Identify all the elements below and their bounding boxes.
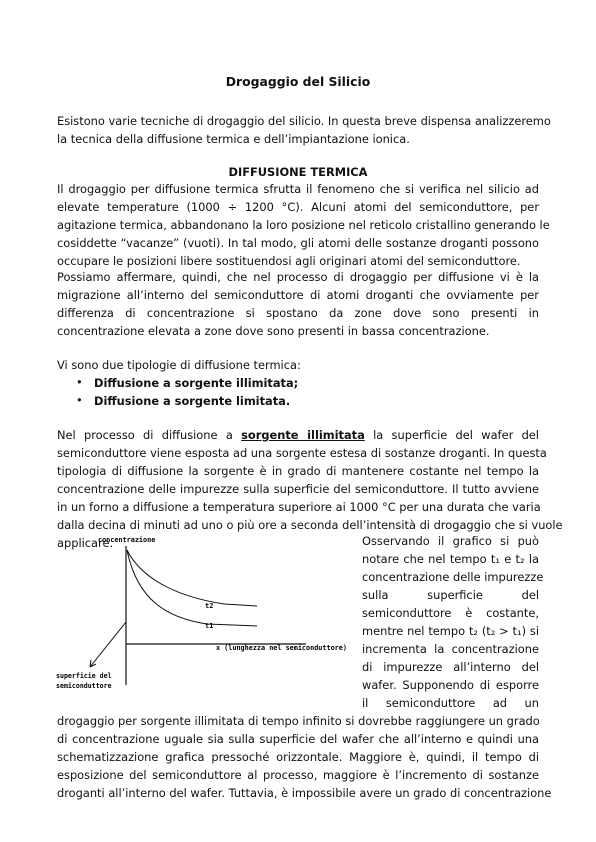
paragraph-line: esposizione del semiconduttore al processo, maggiore è l’incremento di sostanze (57, 768, 539, 782)
list-item: Diffusione a sorgente limitata. (94, 394, 291, 408)
intro-line: la tecnica della diffusione termica e dell’impiantazione ionica. (57, 132, 410, 146)
side-text-line: il semiconduttore ad un (362, 696, 539, 710)
paragraph-line: applicare. (57, 536, 114, 550)
surface-label: superficie del (56, 672, 112, 680)
paragraph-line: semiconduttore viene esposta ad una sorgente estesa di sostanze droganti. In questa (57, 446, 547, 460)
surface-label: semiconduttore (56, 682, 112, 690)
paragraph-line: in un forno a diffusione a temperatura superiore ai 1000 °C per una durata che varia (57, 500, 541, 514)
paragraph-line (57, 426, 539, 444)
side-text-line: notare che nel tempo t₁ e t₂ la (362, 552, 539, 566)
side-text-line: semiconduttore è costante, (362, 606, 539, 620)
concentration-figure (52, 530, 352, 700)
bullet-icon: • (76, 375, 83, 389)
y-axis-label: concentrazione (98, 536, 156, 544)
side-text-line: wafer. Supponendo di esporre (362, 678, 539, 692)
list-item: Diffusione a sorgente illimitata; (94, 376, 299, 390)
paragraph-line: schematizzazione grafica pressoché orizzontale. Maggiore è, quindi, il tempo di (57, 750, 539, 764)
page-title: Drogaggio del Silicio (225, 74, 371, 89)
paragraph-line: drogaggio per sorgente illimitata di tempo infinito si dovrebbe raggiungere un grado (57, 714, 540, 728)
paragraph-line: differenza di concentrazione si spostano da zone dove sono presenti in (57, 306, 539, 320)
paragraph-line: droganti all’interno del wafer. Tuttavia, è impossibile avere un grado di concentrazione (57, 786, 552, 800)
side-text-line: sulla superficie del (362, 588, 539, 602)
paragraph-line: tipologia di diffusione la sorgente è in grado di mantenere costante nel tempo la (57, 464, 539, 478)
paragraph-line: Possiamo affermare, quindi, che nel processo di drogaggio per diffusione vi è la (57, 270, 539, 284)
curve-label-t2: t2 (205, 602, 214, 610)
section-heading: DIFFUSIONE TERMICA (228, 165, 368, 179)
underlined-term: sorgente illimitata (241, 428, 365, 442)
curve-t1 (127, 550, 257, 626)
paragraph-line: concentrazione delle impurezze sulla superficie del semiconduttore. Il tutto avviene (57, 482, 539, 496)
side-text-line: mentre nel tempo t₂ (t₂ > t₁) si (362, 624, 539, 638)
paragraph-line: migrazione all’interno del semiconduttore di atomi droganti che ovviamente per (57, 288, 539, 302)
paragraph-line: cosiddette “vacanze” (vuoti). In tal modo, gli atomi delle sostanze droganti possono (57, 236, 539, 250)
x-axis-label: x (lunghezza nel semiconduttore) (216, 644, 347, 652)
side-text-line: di impurezze all’interno del (362, 660, 539, 674)
paragraph-line: dalla decina di minuti ad uno o più ore a seconda dell’intensità di drogaggio che si vuole (57, 518, 563, 532)
side-text-line: concentrazione delle impurezze (362, 570, 544, 584)
paragraph-line: occupare le posizioni libere sostituendosi agli originari atomi del semiconduttore. (57, 254, 521, 268)
list-intro: Vi sono due tipologie di diffusione termica: (57, 358, 301, 372)
side-text-line: incrementa la concentrazione (362, 642, 539, 656)
paragraph-line: Il drogaggio per diffusione termica sfrutta il fenomeno che si verifica nel silicio ad (57, 182, 539, 196)
paragraph-line: elevate temperature (1000 ÷ 1200 °C). Alcuni atomi del semiconduttore, per (57, 200, 539, 214)
text-run: Nel processo di diffusione a (57, 428, 233, 442)
paragraph-line: di concentrazione uguale sia sulla superficie del wafer che all’interno e quindi una (57, 732, 539, 746)
paragraph-line: concentrazione elevata a zone dove sono presenti in bassa concentrazione. (57, 324, 490, 338)
bullet-icon: • (76, 393, 83, 407)
curve-label-t1: t1 (205, 622, 214, 630)
text-run: la superficie del wafer del (373, 428, 539, 442)
paragraph-line: agitazione termica, abbandonano la loro posizione nel reticolo cristallino generando le (57, 218, 550, 232)
pointer-line (90, 622, 126, 667)
side-text-line: Osservando il grafico si può (362, 534, 539, 548)
curve-t2 (127, 550, 257, 606)
intro-line: Esistono varie tecniche di drogaggio del silicio. In questa breve dispensa analizzeremo (57, 114, 551, 128)
